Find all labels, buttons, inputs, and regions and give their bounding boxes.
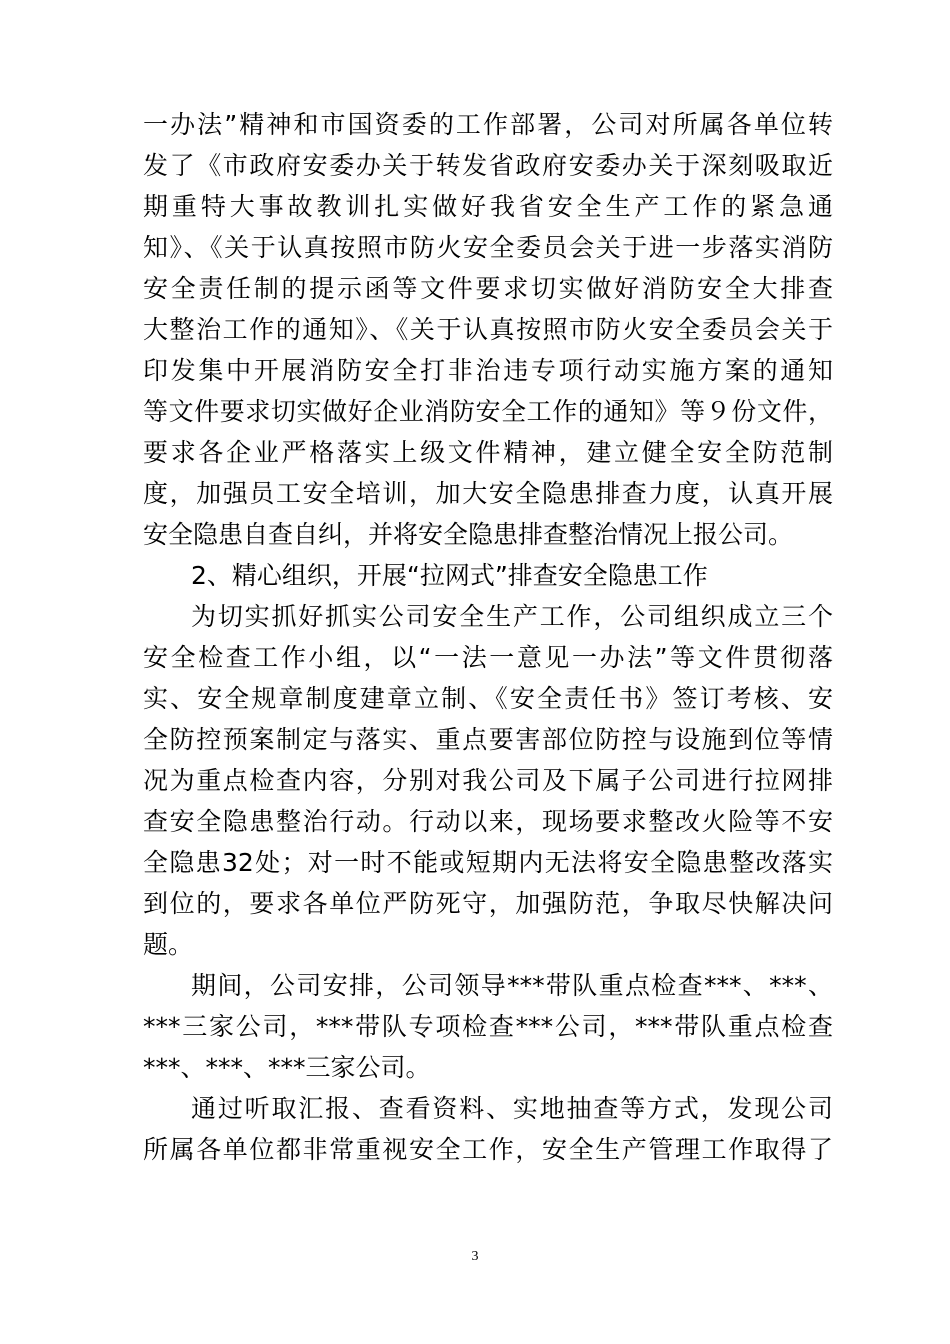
text-line: 发了《市政府安委办关于转发省政府安委办关于深刻吸取近	[143, 151, 833, 180]
text-line: 等文件要求切实做好企业消防安全工作的通知》等９份文件，	[143, 397, 833, 426]
text-line: 印发集中开展消防安全打非治违专项行动实施方案的通知	[143, 356, 833, 385]
text-line: 通过听取汇报、查看资料、实地抽查等方式，发现公司	[191, 1094, 833, 1123]
text-line: 知》、《关于认真按照市防火安全委员会关于进一步落实消防	[143, 233, 833, 262]
page-number: 3	[471, 1249, 479, 1264]
text-line: 安全责任制的提示函等文件要求切实做好消防安全大排查	[143, 274, 833, 303]
section-heading: 2、精心组织，开展“拉网式”排查安全隐患工作	[191, 561, 708, 590]
text-line: 况为重点检查内容，分别对我公司及下属子公司进行拉网排	[143, 766, 833, 795]
text-line: 为切实抓好抓实公司安全生产工作，公司组织成立三个	[191, 602, 833, 631]
text-line: 安全检查工作小组，以“一法一意见一办法”等文件贯彻落	[143, 643, 833, 672]
text-line: 一办法”精神和市国资委的工作部署，公司对所属各单位转	[143, 110, 833, 139]
text-line: 到位的，要求各单位严防死守，加强防范，争取尽快解决问	[143, 889, 833, 918]
text-line: ***、***、***三家公司。	[143, 1053, 431, 1082]
document-body	[143, 104, 833, 1170]
text-line: 度，加强员工安全培训，加大安全隐患排查力度，认真开展	[143, 479, 833, 508]
text-line: 查安全隐患整治行动。行动以来，现场要求整改火险等不安	[143, 807, 833, 836]
text-line: 期重特大事故教训扎实做好我省安全生产工作的紧急通	[143, 192, 833, 221]
text-line: 实、安全规章制度建章立制、《安全责任书》签订考核、安	[143, 684, 833, 713]
text-line: 大整治工作的通知》、《关于认真按照市防火安全委员会关于	[143, 315, 833, 344]
text-line: 题。	[143, 930, 194, 959]
text-line: 全防控预案制定与落实、重点要害部位防控与设施到位等情	[143, 725, 833, 754]
text-line: 期间，公司安排，公司领导***带队重点检查***、***、	[191, 971, 833, 1000]
text-line: 所属各单位都非常重视安全工作，安全生产管理工作取得了	[143, 1135, 833, 1164]
text-line: 要求各企业严格落实上级文件精神，建立健全安全防范制	[143, 438, 833, 467]
text-line: 安全隐患自查自纠，并将安全隐患排查整治情况上报公司。	[143, 520, 794, 549]
text-line: 全隐患32处；对一时不能或短期内无法将安全隐患整改落实	[143, 848, 833, 877]
text-line: ***三家公司，***带队专项检查***公司，***带队重点检查	[143, 1012, 833, 1041]
